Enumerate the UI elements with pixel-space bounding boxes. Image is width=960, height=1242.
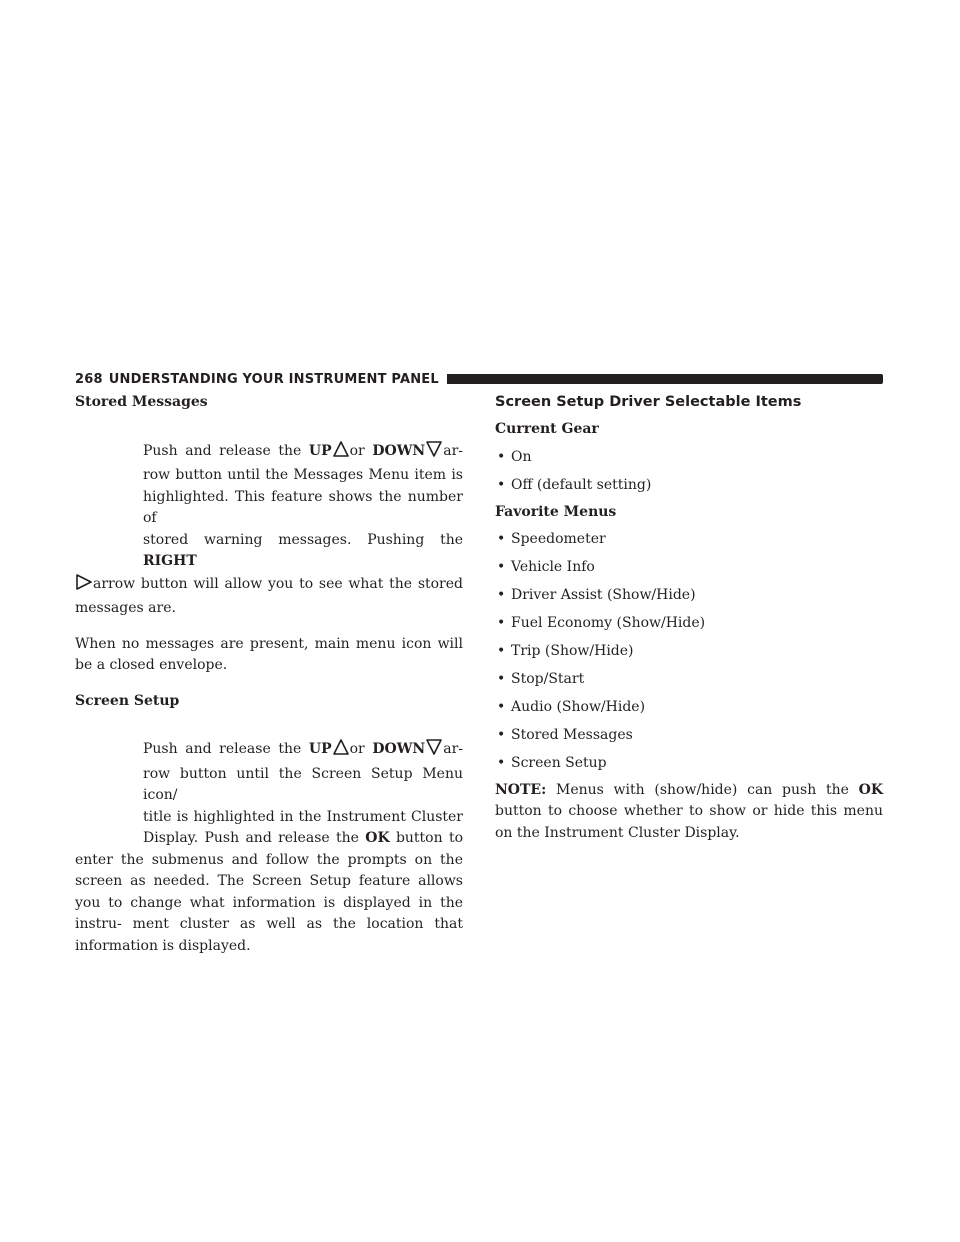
list-item: • Vehicle Info <box>495 557 883 579</box>
section-heading: Screen Setup Driver Selectable Items <box>495 394 802 410</box>
list-item: • Off (default setting) <box>495 475 883 497</box>
left-column <box>75 392 463 957</box>
up-arrow-icon <box>332 738 350 764</box>
list-item: • Fuel Economy (Show/Hide) <box>495 613 883 635</box>
list-item: • Audio (Show/Hide) <box>495 697 883 719</box>
list-item: • Trip (Show/Hide) <box>495 641 883 663</box>
up-arrow-icon <box>332 440 350 466</box>
list-item: • Stop/Start <box>495 669 883 691</box>
down-arrow-icon <box>425 440 443 466</box>
right-arrow-icon <box>75 573 93 599</box>
page-number: 268 <box>75 371 103 387</box>
note-paragraph: NOTE: Menus with (show/hide) can push the OK button to choose whether to show or hide this menu on the Instrument Cluster Display. <box>495 781 883 841</box>
screen-setup-paragraph: Push and release the UP or DOWN ar- row button until the Screen Setup Menu icon/ title is highlighted in the Instrument Cluster Display. Push and release the OK button to enter the submenus and follow the prompts on the screen as needed. The Screen Setup feature allows you to change what information is displayed in the instru- ment cluster as well as the location that information is displayed. <box>75 738 463 957</box>
stored-messages-paragraph: Push and release the UP or DOWN ar- row button until the Messages Menu item is highlighted. This feature shows the number of stored warning messages. Pushing the RIGHT arrow button will allow you to see what the stored messages are. <box>75 440 463 620</box>
right-column <box>495 392 883 844</box>
no-messages-paragraph: When no messages are present, main menu icon will be a closed envelope. <box>75 635 463 673</box>
screen-setup-heading: Screen Setup <box>75 692 180 709</box>
current-gear-heading: Current Gear <box>495 421 599 437</box>
favorite-menus-heading: Favorite Menus <box>495 503 617 520</box>
note-label: NOTE: <box>495 781 547 798</box>
down-arrow-icon <box>425 738 443 764</box>
list-item: • Stored Messages <box>495 725 883 747</box>
page-header <box>75 370 883 388</box>
list-item: • Screen Setup <box>495 753 883 775</box>
stored-messages-heading: Stored Messages <box>75 394 208 410</box>
list-item: • Speedometer <box>495 529 883 551</box>
list-item: • On <box>495 447 883 469</box>
header-rule <box>447 374 883 384</box>
list-item: • Driver Assist (Show/Hide) <box>495 585 883 607</box>
chapter-title: UNDERSTANDING YOUR INSTRUMENT PANEL <box>108 371 439 387</box>
